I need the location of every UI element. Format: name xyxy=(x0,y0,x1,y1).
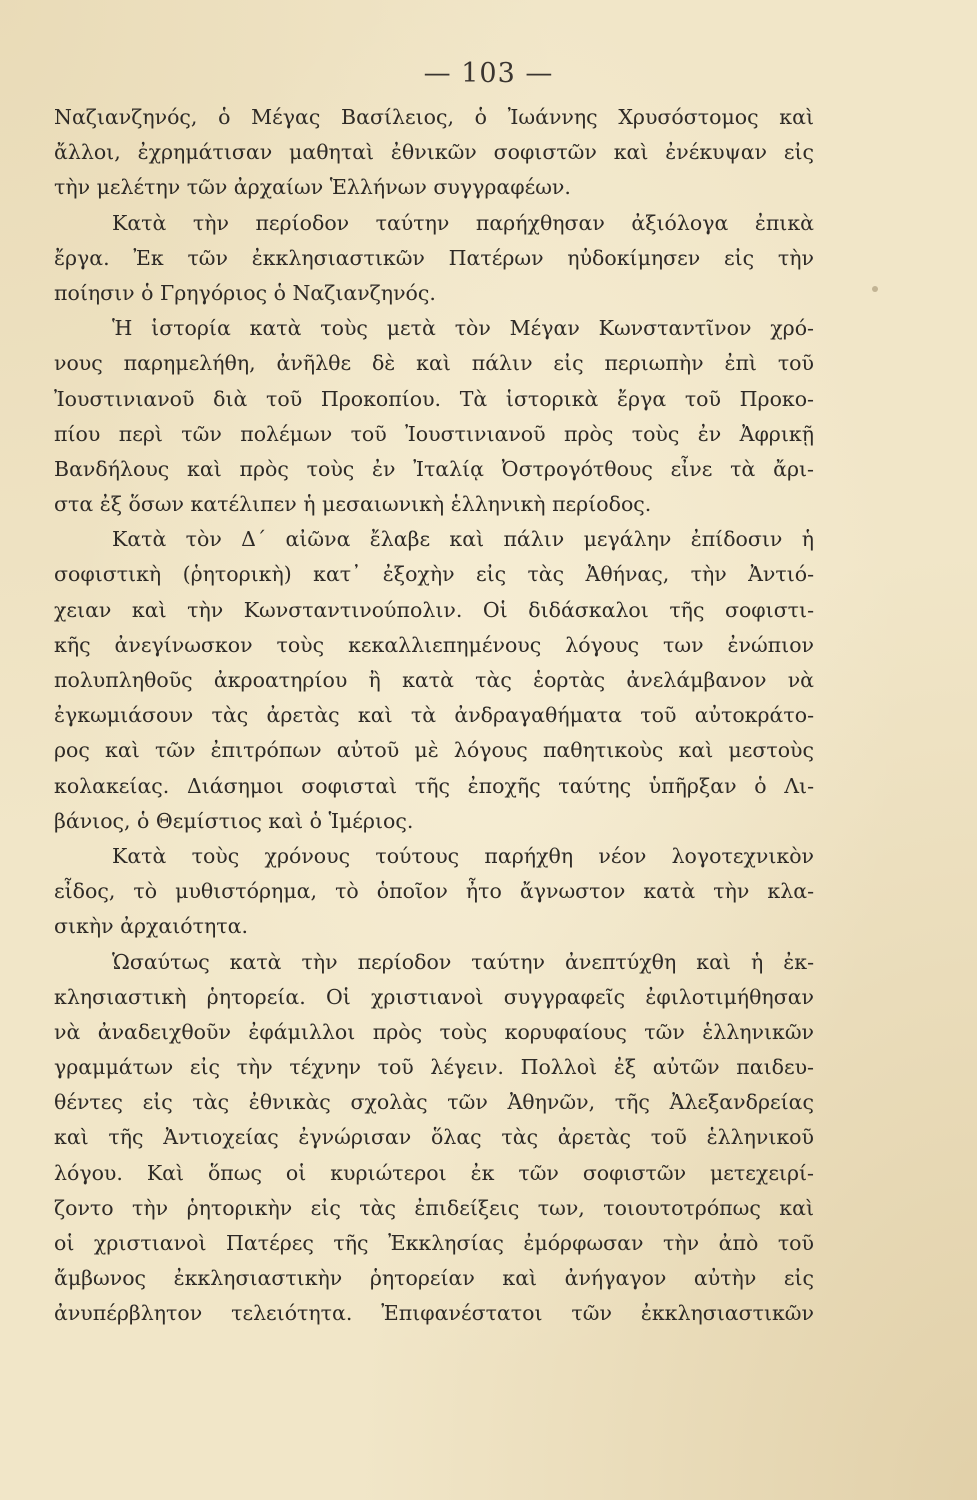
text-line: Κατὰ τοὺς χρόνους τούτους παρήχθη νέον λογοτεχνικὸν xyxy=(112,843,814,868)
text-line: ζοντο τὴν ῥητορικὴν εἰς τὰς ἐπιδείξεις των, τοιουτοτρόπως καὶ xyxy=(54,1195,814,1220)
text-line: βάνιος, ὁ Θεμίστιος καὶ ὁ Ἱμέριος. xyxy=(54,808,414,833)
paper-speck xyxy=(872,286,878,292)
text-line: κῆς ἀνεγίνωσκον τοὺς κεκαλλιεπημένους λόγους των ἐνώπιον xyxy=(54,632,814,657)
text-line: στα ἐξ ὅσων κατέλιπεν ἡ μεσαιωνικὴ ἑλληνικὴ περίοδος. xyxy=(54,492,652,517)
text-line: Ναζιανζηνός, ὁ Μέγας Βασίλειος, ὁ Ἰωάννης Χρυσόστομος καὶ xyxy=(54,105,814,129)
text-line: νους παρημελήθη, ἀνῆλθε δὲ καὶ πάλιν εἰς περιωπὴν ἐπὶ τοῦ xyxy=(54,351,814,376)
text-line: γραμμάτων εἰς τὴν τέχνην τοῦ λέγειν. Πολλοὶ ἐξ αὐτῶν παιδευ- xyxy=(54,1055,814,1080)
text-line: ποίησιν ὁ Γρηγόριος ὁ Ναζιανζηνός. xyxy=(54,280,436,305)
text-line: Κατὰ τὸν Δ΄ αἰῶνα ἔλαβε καὶ πάλιν μεγάλην ἐπίδοσιν ἡ xyxy=(112,527,814,552)
text-line: λόγου. Καὶ ὅπως οἱ κυριώτεροι ἐκ τῶν σοφιστῶν μετεχειρί- xyxy=(54,1160,814,1185)
text-line: ρος καὶ τῶν ἐπιτρόπων αὐτοῦ μὲ λόγους παθητικοὺς καὶ μεστοὺς xyxy=(54,738,814,763)
text-line: νὰ ἀναδειχθοῦν ἐφάμιλλοι πρὸς τοὺς κορυφαίους τῶν ἑλληνικῶν xyxy=(54,1019,814,1044)
text-line: ἄλλοι, ἐχρημάτισαν μαθηταὶ ἐθνικῶν σοφιστῶν καὶ ἐνέκυψαν εἰς xyxy=(54,140,814,165)
text-line: ἐγκωμιάσουν τὰς ἀρετὰς καὶ τὰ ἀνδραγαθήματα τοῦ αὐτοκράτο- xyxy=(54,703,814,728)
text-line: σικὴν ἀρχαιότητα. xyxy=(54,914,248,939)
text-line: χειαν καὶ τὴν Κωνσταντινούπολιν. Οἱ διδάσκαλοι τῆς σοφιστι- xyxy=(54,597,814,622)
text-line: τὴν μελέτην τῶν ἀρχαίων Ἑλλήνων συγγραφέων. xyxy=(54,175,571,200)
text-line: Ὡσαύτως κατὰ τὴν περίοδον ταύτην ἀνεπτύχθη καὶ ἡ ἐκ- xyxy=(112,949,814,974)
text-line: Βανδήλους καὶ πρὸς τοὺς ἐν Ἰταλίᾳ Ὀστρογότθους εἶνε τὰ ἄρι- xyxy=(54,456,814,481)
text-line: θέντες εἰς τὰς ἐθνικὰς σχολὰς τῶν Ἀθηνῶν, τῆς Ἀλεξανδρείας xyxy=(54,1090,814,1115)
text-line: πίου περὶ τῶν πολέμων τοῦ Ἰουστινιανοῦ πρὸς τοὺς ἐν Ἀφρικῇ xyxy=(54,421,814,446)
text-line: πολυπληθοῦς ἀκροατηρίου ἢ κατὰ τὰς ἑορτὰς ἀνελάμβανον νὰ xyxy=(54,668,814,692)
text-line: Κατὰ τὴν περίοδον ταύτην παρήχθησαν ἀξιόλογα ἐπικὰ xyxy=(112,210,814,235)
text-line: οἱ χριστιανοὶ Πατέρες τῆς Ἐκκλησίας ἐμόρφωσαν τὴν ἀπὸ τοῦ xyxy=(54,1231,814,1255)
text-line: εἶδος, τὸ μυθιστόρημα, τὸ ὁποῖον ἦτο ἄγνωστον κατὰ τὴν κλα- xyxy=(54,879,814,904)
text-line: κολακείας. Διάσημοι σοφισταὶ τῆς ἐποχῆς ταύτης ὑπῆρξαν ὁ Λι- xyxy=(54,773,814,798)
text-line: Ἰουστινιανοῦ διὰ τοῦ Προκοπίου. Τὰ ἱστορικὰ ἔργα τοῦ Προκο- xyxy=(54,386,814,411)
text-line: καὶ τῆς Ἀντιοχείας ἐγνώρισαν ὅλας τὰς ἀρετὰς τοῦ ἑλληνικοῦ xyxy=(54,1125,814,1150)
text-line: σοφιστικὴ (ῥητορικὴ) κατ᾽ ἐξοχὴν εἰς τὰς Ἀθήνας, τὴν Ἀντιό- xyxy=(54,562,814,587)
text-line: ἀνυπέρβλητον τελειότητα. Ἐπιφανέστατοι τῶν ἐκκλησιαστικῶν xyxy=(54,1301,814,1326)
page-number: — 103 — xyxy=(423,58,554,89)
text-line: ἄμβωνος ἐκκλησιαστικὴν ῥητορείαν καὶ ἀνήγαγον αὐτὴν εἰς xyxy=(54,1266,814,1291)
text-line: κλησιαστικὴ ῥητορεία. Οἱ χριστιανοὶ συγγραφεῖς ἐφιλοτιμήθησαν xyxy=(54,984,814,1009)
body-text xyxy=(54,100,814,1332)
text-line: ἔργα. Ἐκ τῶν ἐκκλησιαστικῶν Πατέρων ηὐδοκίμησεν εἰς τὴν xyxy=(54,245,814,270)
text-line: Ἡ ἱστορία κατὰ τοὺς μετὰ τὸν Μέγαν Κωνσταντῖνον χρό- xyxy=(112,316,814,341)
